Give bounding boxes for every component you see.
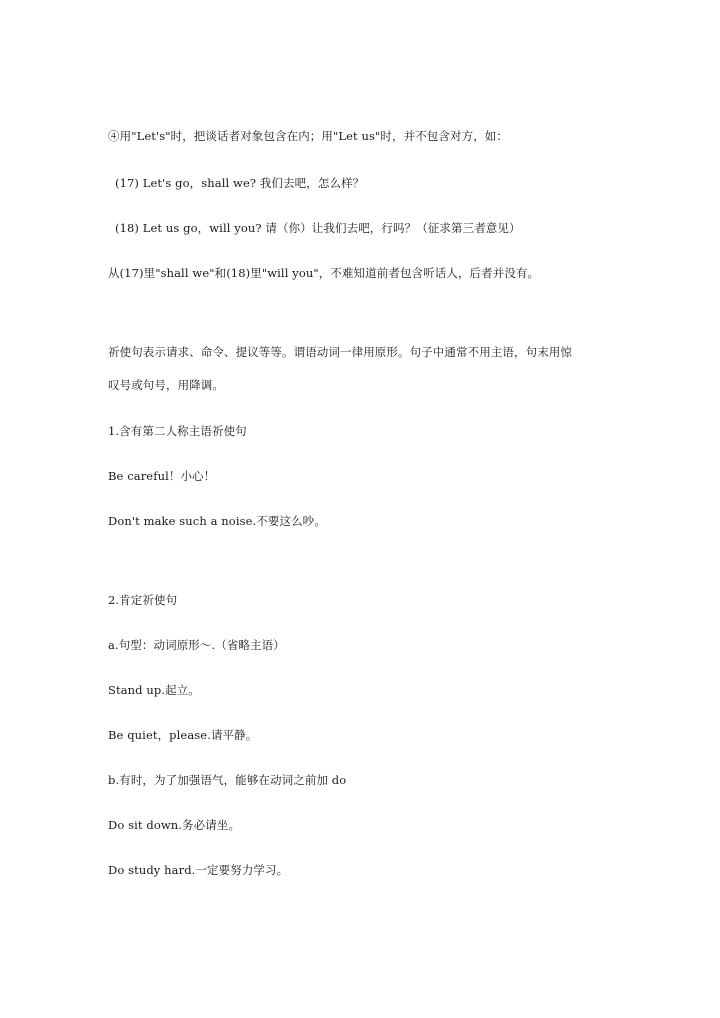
text-line-15: Do sit down.务必请坐。	[108, 818, 241, 832]
text-line-9: Don't make such a noise.不要这么吵。	[108, 514, 326, 528]
text-line-3: (18) Let us go，will you? 请（你）让我们去吧，行吗？（征求第三者意见）	[115, 221, 521, 235]
text-line-8: Be careful！小心！	[108, 469, 216, 483]
text-line-5: 祈使句表示请求、命令、提议等等。谓语动词一律用原形。句子中通常不用主语，句末用惊	[108, 345, 572, 359]
text-line-13: Be quiet，please.请平静。	[108, 728, 258, 742]
text-line-2: (17) Let's go，shall we? 我们去吧，怎么样？	[115, 176, 365, 190]
text-line-7: 1.含有第二人称主语祈使句	[108, 424, 247, 438]
text-line-12: Stand up.起立。	[108, 683, 200, 697]
text-line-16: Do study hard.一定要努力学习。	[108, 863, 289, 877]
text-line-6: 叹号或句号，用降调。	[108, 378, 224, 392]
text-line-14: b.有时，为了加强语气，能够在动词之前加 do	[108, 773, 347, 787]
text-line-10: 2.肯定祈使句	[108, 593, 178, 607]
text-line-1: ④用"Let's"时，把谈话者对象包含在内；用"Let us"时，并不包含对方，如：	[108, 129, 509, 143]
text-line-11: a.句型：动词原形～.（省略主语）	[108, 638, 285, 652]
text-line-4: 从(17)里"shall we"和(18)里"will you"，不难知道前者包含听话人，后者并没有。	[108, 266, 540, 280]
